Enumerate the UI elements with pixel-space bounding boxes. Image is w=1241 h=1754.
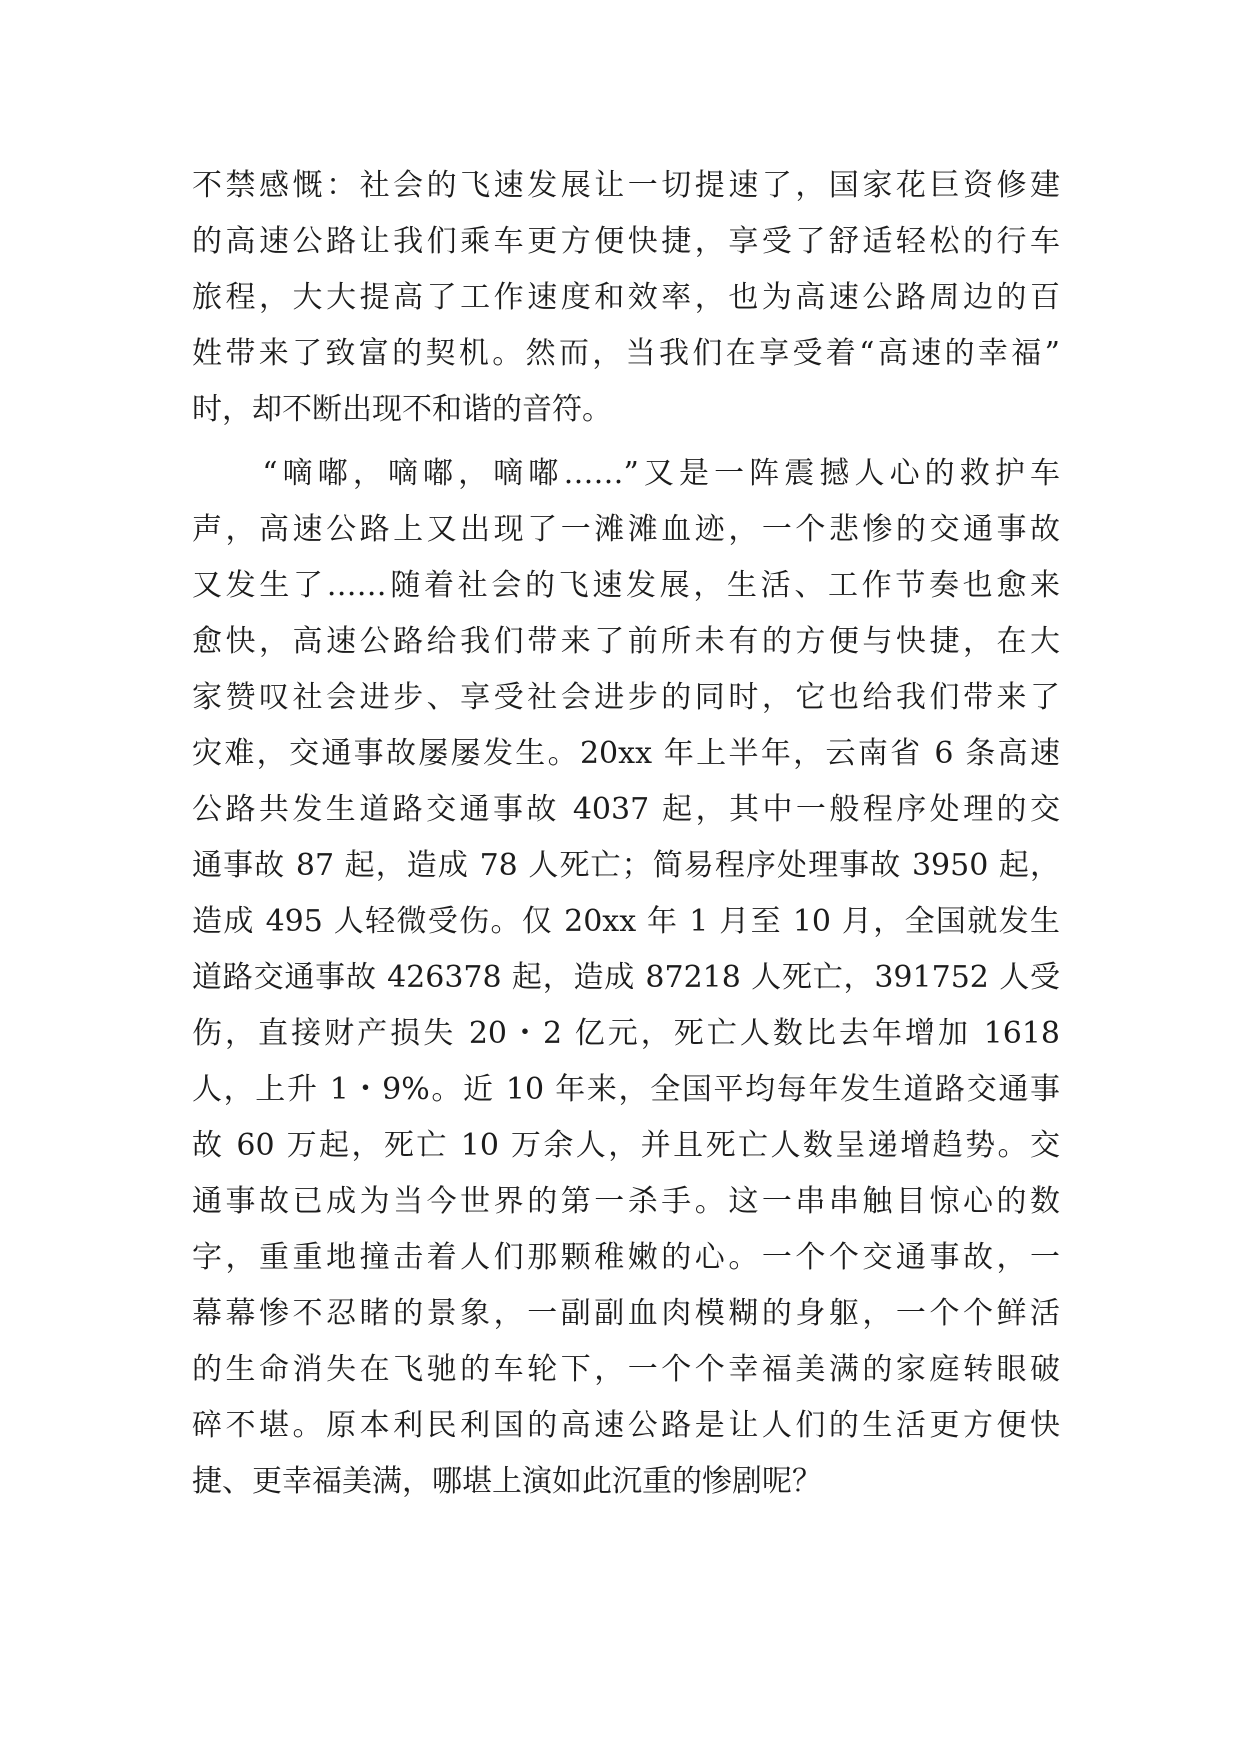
text-line: 不禁感慨：社会的飞速发展让一切提速了，国家花巨资修建: [192, 168, 1060, 203]
text-line: 的高速公路让我们乘车更方便快捷，享受了舒适轻松的行车: [192, 224, 1060, 259]
text-line: 造成 495 人轻微受伤。仅 20xx 年 1 月至 10 月，全国就发生: [192, 904, 1060, 939]
text-line: 捷、更幸福美满，哪堪上演如此沉重的惨剧呢？: [192, 1464, 822, 1499]
text-line: “嘀嘟，嘀嘟，嘀嘟……”又是一阵震撼人心的救护车: [192, 456, 1060, 491]
text-line: 通事故 87 起，造成 78 人死亡；简易程序处理事故 3950 起，: [192, 848, 1060, 883]
text-line: 公路共发生道路交通事故 4037 起，其中一般程序处理的交: [192, 792, 1060, 827]
paragraph-1: [192, 158, 1060, 438]
text-line: 字，重重地撞击着人们那颗稚嫩的心。一个个交通事故，一: [192, 1240, 1060, 1275]
paragraph-spacer: [192, 438, 1060, 446]
text-line: 又发生了……随着社会的飞速发展，生活、工作节奏也愈来: [192, 568, 1060, 603]
text-line: 姓带来了致富的契机。然而，当我们在享受着“高速的幸福”: [192, 336, 1060, 371]
text-line: 人，上升 1・9%。近 10 年来，全国平均每年发生道路交通事: [192, 1072, 1060, 1107]
text-line: 的生命消失在飞驰的车轮下，一个个幸福美满的家庭转眼破: [192, 1352, 1060, 1387]
text-line: 伤，直接财产损失 20・2 亿元，死亡人数比去年增加 1618: [192, 1016, 1060, 1051]
text-line: 幕幕惨不忍睹的景象，一副副血肉模糊的身躯，一个个鲜活: [192, 1296, 1060, 1331]
text-line: 道路交通事故 426378 起，造成 87218 人死亡，391752 人受: [192, 960, 1060, 995]
paragraph-2: [192, 446, 1060, 1510]
text-line: 通事故已成为当今世界的第一杀手。这一串串触目惊心的数: [192, 1184, 1060, 1219]
text-line: 碎不堪。原本利民利国的高速公路是让人们的生活更方便快: [192, 1408, 1060, 1443]
text-line: 灾难，交通事故屡屡发生。20xx 年上半年，云南省 6 条高速: [192, 736, 1060, 771]
text-line: 时，却不断出现不和谐的音符。: [192, 392, 612, 427]
document-body: [192, 158, 1060, 1510]
text-line: 家赞叹社会进步、享受社会进步的同时，它也给我们带来了: [192, 680, 1060, 715]
text-line: 愈快，高速公路给我们带来了前所未有的方便与快捷，在大: [192, 624, 1060, 659]
text-line: 声，高速公路上又出现了一滩滩血迹，一个悲惨的交通事故: [192, 512, 1060, 547]
text-line: 旅程，大大提高了工作速度和效率，也为高速公路周边的百: [192, 280, 1060, 315]
text-line: 故 60 万起，死亡 10 万余人，并且死亡人数呈递增趋势。交: [192, 1128, 1060, 1163]
